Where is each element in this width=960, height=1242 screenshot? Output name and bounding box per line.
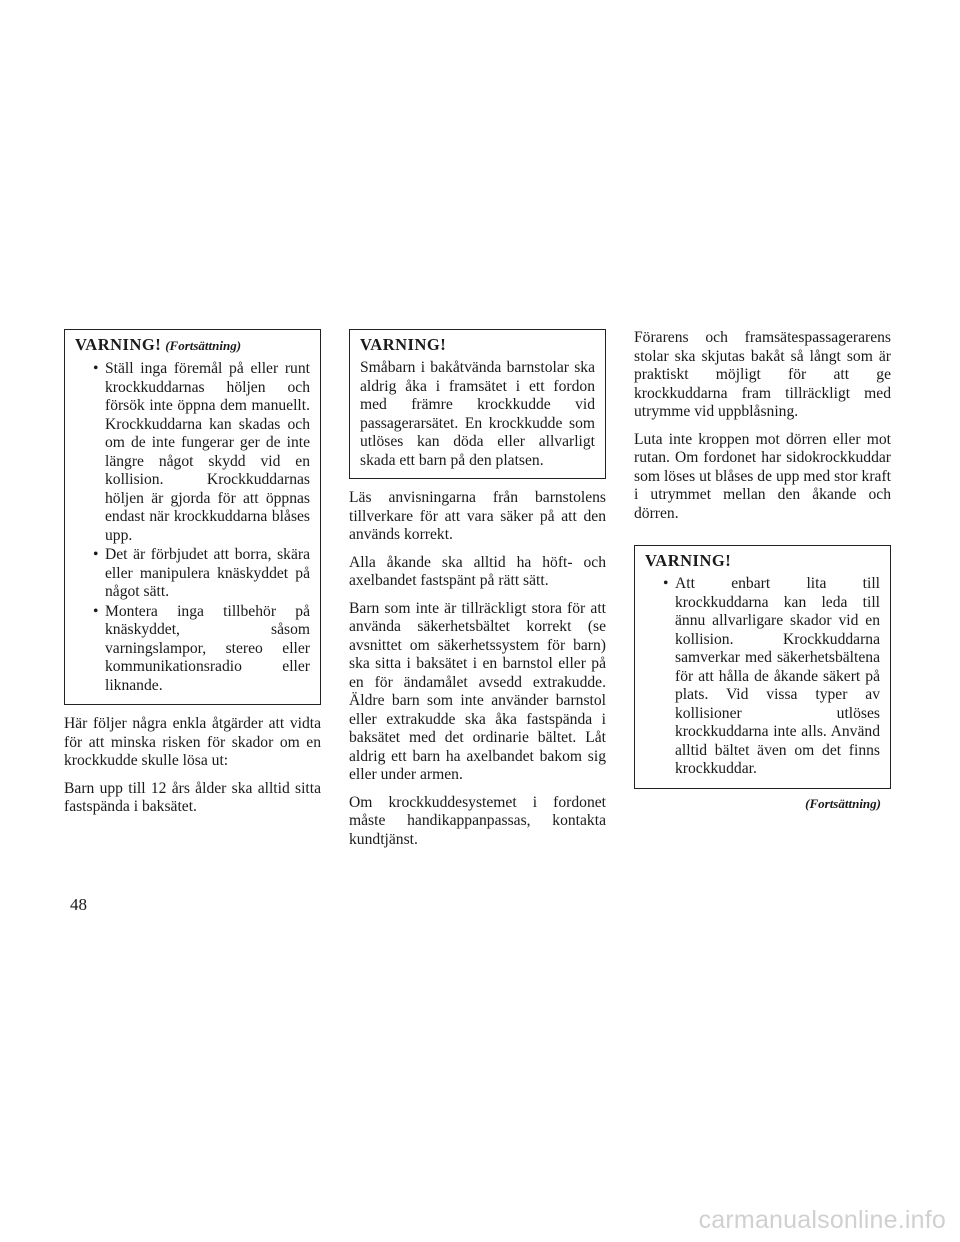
continued-label: (Fortsättning) bbox=[805, 795, 881, 811]
warning-item: • Att enbart lita till krockkuddarna kan leda till ännu allvarligare skador vid en kollision. Krockkuddarna samverkar med säkerhetsbältena för att hålla de åkande säkert på plats. Vid vissa typer av kollisioner utlöses krockkuddarna inte alls. Använd alltid bältet även om det finns krockkuddar. bbox=[657, 575, 880, 779]
warning-item: • Ställ inga föremål på eller runt krockkuddarnas höljen och försök inte öppna dem manuellt. Krockkuddarna kan skadas och om de inte fungerar ger de inte längre något skydd vid en kollision. Krockkuddarnas höljen är gjorda för att öppnas endast när krockkuddarna blåses upp. bbox=[87, 360, 310, 545]
warning-box-airbags bbox=[634, 545, 891, 789]
warning-title: VARNING! bbox=[360, 335, 447, 354]
body-paragraph: Luta inte kroppen mot dörren eller mot rutan. Om fordonet har sidokrockkuddar som löses ut blåses de upp med stor kraft i utrymmet mellan den åkande och dörren. bbox=[634, 430, 891, 522]
watermark: carmanualsonline.info bbox=[698, 1206, 946, 1234]
warning-item: • Det är förbjudet att borra, skära eller manipulera knäskyddet på något sätt. bbox=[87, 546, 310, 602]
warning-list bbox=[645, 575, 880, 779]
warning-title: VARNING! bbox=[645, 551, 732, 570]
warning-title-text: VARNING! bbox=[75, 335, 162, 354]
column-1 bbox=[64, 329, 321, 826]
body-paragraph: Här följer några enkla åtgärder att vidta för att minska risken för skador om en krockkudde skulle lösa ut: bbox=[64, 715, 321, 769]
body-paragraph: Barn som inte är tillräckligt stora för att använda säkerhetsbältet korrekt (se avsnittet om säkerhetssystem för barn) ska sitta i baksätet i en barnstol eller på en för ändamålet avsedd extrakudde. Äldre barn som inte använder barnstol eller extrakudde ska åka fastspända i baksätet med det ordinarie bältet. Låt aldrig ett barn ha axelbandet bakom sig eller under armen. bbox=[349, 599, 606, 783]
body-paragraph: Barn upp till 12 års ålder ska alltid sitta fastspända i baksätet. bbox=[64, 779, 321, 815]
warning-list bbox=[75, 360, 310, 695]
warning-title bbox=[75, 335, 310, 356]
warning-text: Småbarn i bakåtvända barnstolar ska aldrig åka i framsätet i ett fordon med främre krockkudde vid passagerarsätet. En krockkudde som utlöses kan döda eller allvarligt skada ett barn på den platsen. bbox=[360, 359, 595, 469]
column-2 bbox=[349, 329, 606, 858]
warning-item: • Montera inga tillbehör på knäskyddet, såsom varningslampor, stereo eller kommunikationsradio eller liknande. bbox=[87, 603, 310, 696]
warning-box-child-seats bbox=[349, 329, 606, 479]
column-3 bbox=[634, 329, 891, 813]
body-paragraph: Läs anvisningarna från barnstolens tillverkare för att vara säker på att den används korrekt. bbox=[349, 489, 606, 543]
body-paragraph: Om krockkuddesystemet i fordonet måste handikappanpassas, kontakta kundtjänst. bbox=[349, 793, 606, 848]
body-paragraph: Förarens och framsätespassagerarens stolar ska skjutas bakåt så långt som är praktiskt möjligt för att ge krockkuddarna fram tillräckligt med utrymme vid uppblåsning. bbox=[634, 329, 891, 420]
body-paragraph: Alla åkande ska alltid ha höft- och axelbandet fastspänt på rätt sätt. bbox=[349, 553, 606, 589]
warning-box-continued bbox=[64, 329, 321, 705]
warning-continued-label: (Fortsättning) bbox=[165, 338, 242, 353]
page-number: 48 bbox=[70, 895, 87, 914]
